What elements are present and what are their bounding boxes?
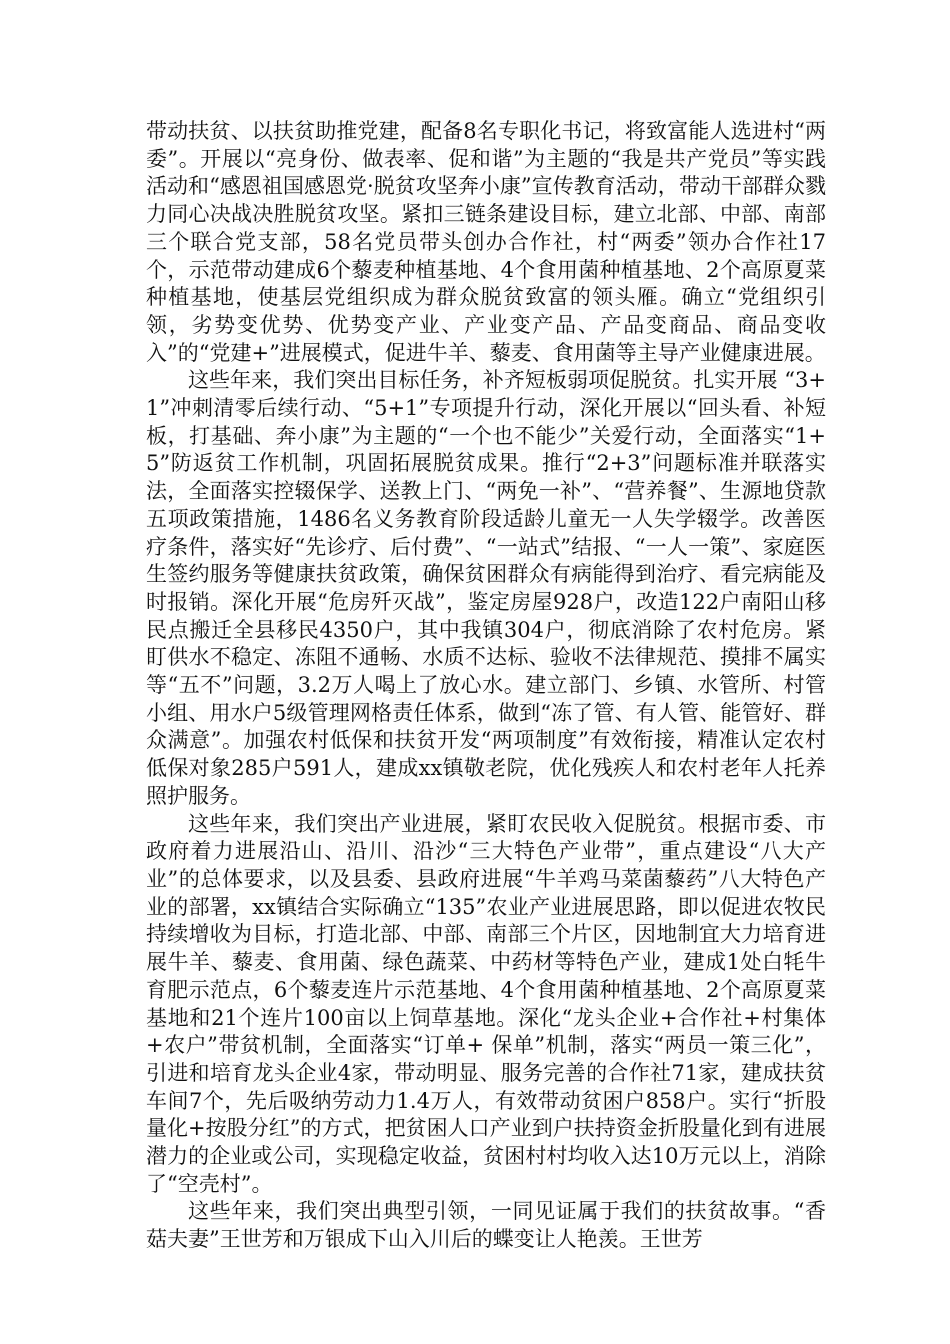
paragraph-3: 这些年来，我们突出产业进展，紧盯农民收入促脱贫。根据市委、市政府着力进展沿山、沿川、沿沙“三大特色产业带”，重点建设“八大产业”的总体要求，以及县委、县政府进展“牛羊鸡马菜菌藜药”八大特色产业的部署，xx镇结合实际确立“135”农业产业进展思路，即以促进农牧民持续增收为目标，打造北部、中部、南部三个片区，因地制宜大力培育进展牛羊、藜麦、食用菌、绿色蔬菜、中药材等特色产业，建成1处白牦牛育肥示范点，6个藜麦连片示范基地、4个食用菌种植基地、2个高原夏菜基地和21个连片100亩以上饲草基地。深化“龙头企业+合作社+村集体+农户”带贫机制，全面落实“订单+ 保单”机制，落实“两员一策三化”，引进和培育龙头企业4家，带动明显、服务完善的合作社71家，建成扶贫车间7个，先后吸纳劳动力1.4万人，有效带动贫困户858户。实行“折股量化+按股分红”的方式，把贫困人口产业到户扶持资金折股量化到有进展潜力的企业或公司，实现稳定收益，贫困村村均收入达10万元以上，消除了“空壳村”。 xyxy=(146,811,826,1196)
paragraph-4: 这些年来，我们突出典型引领，一同见证属于我们的扶贫故事。“香菇夫妻”王世芳和万银成下山入川后的蝶变让人艳羡。王世芳 xyxy=(146,1199,826,1252)
paragraph-2: 这些年来，我们突出目标任务，补齐短板弱项促脱贫。扎实开展 “3+1”冲刺清零后续行动、“5+1”专项提升行动，深化开展以“回头看、补短板，打基础、奔小康”为主题的“一个也不能少”关爱行动，全面落实“1+5”防返贫工作机制，巩固拓展脱贫成果。推行“2+3”问题标准并联落实法，全面落实控辍保学、送教上门、“两免一补”、“营养餐”、生源地贷款五项政策措施，1486名义务教育阶段适龄儿童无一人失学辍学。改善医疗条件，落实好“先诊疗、后付费”、“一站式”结报、“一人一策”、家庭医生签约服务等健康扶贫政策，确保贫困群众有病能得到治疗、看完病能及时报销。深化开展“危房歼灭战”，鉴定房屋928户，改造122户南阳山移民点搬迁全县移民4350户，其中我镇304户，彻底消除了农村危房。紧盯供水不稳定、冻阻不通畅、水质不达标、验收不法律规范、摸排不属实等“五不”问题，3.2万人喝上了放心水。建立部门、乡镇、水管所、村管小组、用水户5级管理网格责任体系，做到“冻了管、有人管、能管好、群众满意”。加强农村低保和扶贫开发“两项制度”有效衔接，精准认定农村低保对象285户591人，建成xx镇敬老院，优化残疾人和农村老年人托养照护服务。 xyxy=(146,368,826,808)
document-body xyxy=(146,118,826,1254)
paragraph-1: 带动扶贫、以扶贫助推党建，配备8名专职化书记，将致富能人选进村“两委”。开展以“亮身份、做表率、促和谐”为主题的“我是共产党员”等实践活动和“感恩祖国感恩党·脱贫攻坚奔小康”宣传教育活动，带动干部群众戮力同心决战决胜脱贫攻坚。紧扣三链条建设目标，建立北部、中部、南部三个联合党支部，58名党员带头创办合作社，村“两委”领办合作社17个，示范带动建成6个藜麦种植基地、4个食用菌种植基地、2个高原夏菜种植基地，使基层党组织成为群众脱贫致富的领头雁。确立“党组织引领，劣势变优势、优势变产业、产业变产品、产品变商品、商品变收入”的“党建+”进展模式，促进牛羊、藜麦、食用菌等主导产业健康进展。 xyxy=(146,119,826,365)
